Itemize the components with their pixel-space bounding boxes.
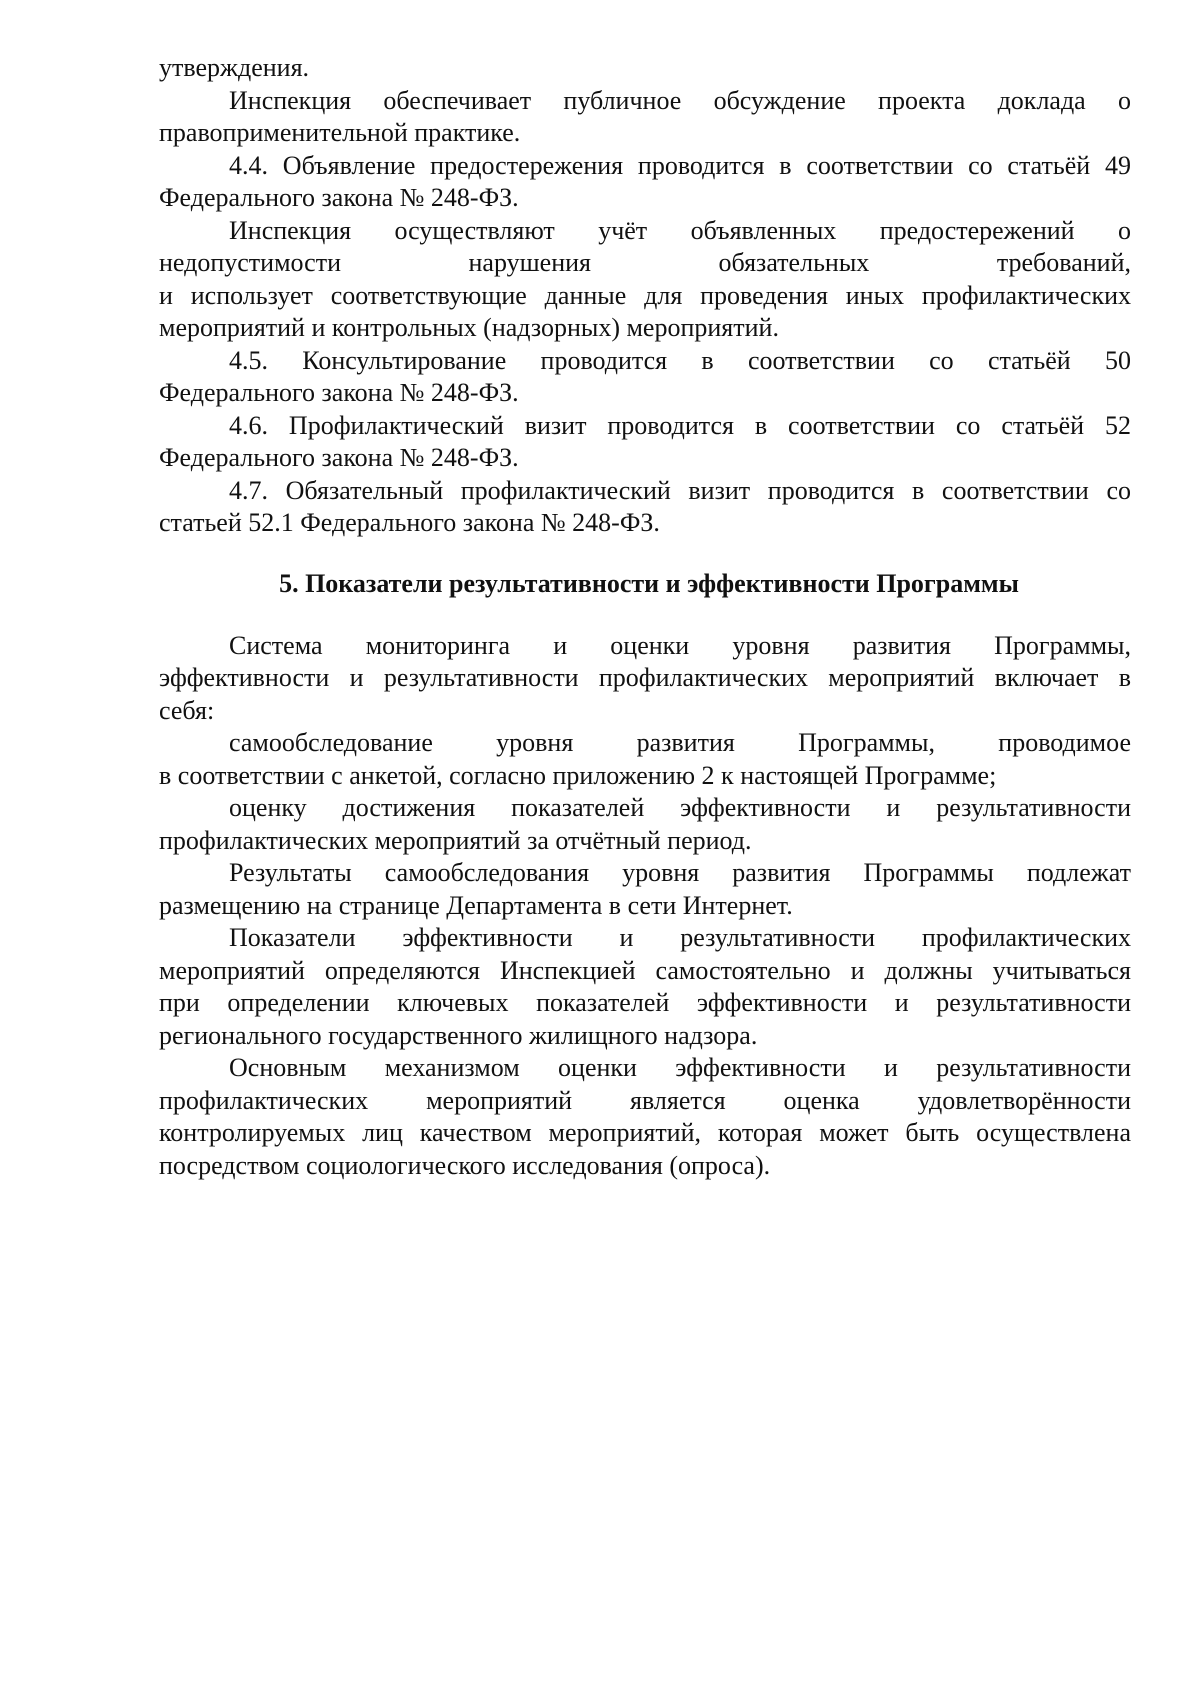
text-line: самообследование уровня развития Программы, проводимое bbox=[229, 728, 1131, 757]
text-line: в соответствии с анкетой, согласно приложению 2 к настоящей Программе; bbox=[159, 760, 997, 790]
text-line: утверждения. bbox=[159, 53, 310, 82]
text-line: профилактических мероприятий является оценка удовлетворённости bbox=[159, 1085, 1131, 1115]
text-line: 4.4. Объявление предостережения проводится в соответствии со статьёй 49 bbox=[229, 150, 1131, 180]
text-line: Федерального закона № 248-ФЗ. bbox=[159, 443, 519, 472]
text-line: размещению на странице Департамента в сети Интернет. bbox=[159, 890, 793, 920]
text-line: правоприменительной практике. bbox=[159, 118, 521, 147]
text-line: оценку достижения показателей эффективности и результативности bbox=[229, 793, 1131, 822]
text-line: контролируемых лиц качеством мероприятий, которая может быть осуществлена bbox=[159, 1118, 1131, 1147]
text-line: Инспекция обеспечивает публичное обсуждение проекта доклада о bbox=[229, 85, 1131, 115]
text-line: Инспекция осуществляют учёт объявленных предостережений о bbox=[229, 215, 1131, 245]
text-line: 4.6. Профилактический визит проводится в соответствии со статьёй 52 bbox=[229, 410, 1131, 440]
page-content bbox=[159, 52, 1131, 1182]
section-4-text bbox=[159, 52, 1131, 540]
text-line: регионального государственного жилищного надзора. bbox=[159, 1020, 758, 1050]
text-line: Основным механизмом оценки эффективности и результативности bbox=[229, 1053, 1131, 1082]
text-line: Система мониторинга и оценки уровня развития Программы, bbox=[229, 630, 1131, 660]
text-line: недопустимости нарушения обязательных требований, bbox=[159, 248, 1131, 277]
text-line: статьей 52.1 Федерального закона № 248-ФЗ. bbox=[159, 508, 660, 537]
section-5-text bbox=[159, 630, 1131, 1183]
text-line: профилактических мероприятий за отчётный период. bbox=[159, 825, 752, 855]
text-line: и использует соответствующие данные для проведения иных профилактических bbox=[159, 280, 1131, 310]
text-line: Федерального закона № 248-ФЗ. bbox=[159, 183, 519, 212]
text-line: при определении ключевых показателей эффективности и результативности bbox=[159, 988, 1131, 1017]
text-line: мероприятий определяются Инспекцией самостоятельно и должны учитываться bbox=[159, 955, 1131, 985]
text-line: 4.5. Консультирование проводится в соответствии со статьёй 50 bbox=[229, 345, 1131, 375]
text-line: посредством социологического исследования (опроса). bbox=[159, 1150, 771, 1180]
text-line: Федерального закона № 248-ФЗ. bbox=[159, 378, 519, 407]
spacer bbox=[159, 600, 1131, 630]
text-line: Показатели эффективности и результативности профилактических bbox=[229, 923, 1131, 952]
text-line: 4.7. Обязательный профилактический визит проводится в соответствии со bbox=[229, 475, 1131, 505]
text-line: Результаты самообследования уровня развития Программы подлежат bbox=[229, 858, 1131, 887]
section-heading: 5. Показатели результативности и эффективности Программы bbox=[279, 568, 1019, 598]
spacer bbox=[159, 540, 1131, 568]
text-line: эффективности и результативности профилактических мероприятий включает в bbox=[159, 663, 1131, 692]
text-line: мероприятий и контрольных (надзорных) мероприятий. bbox=[159, 313, 779, 342]
text-line: себя: bbox=[159, 695, 215, 725]
